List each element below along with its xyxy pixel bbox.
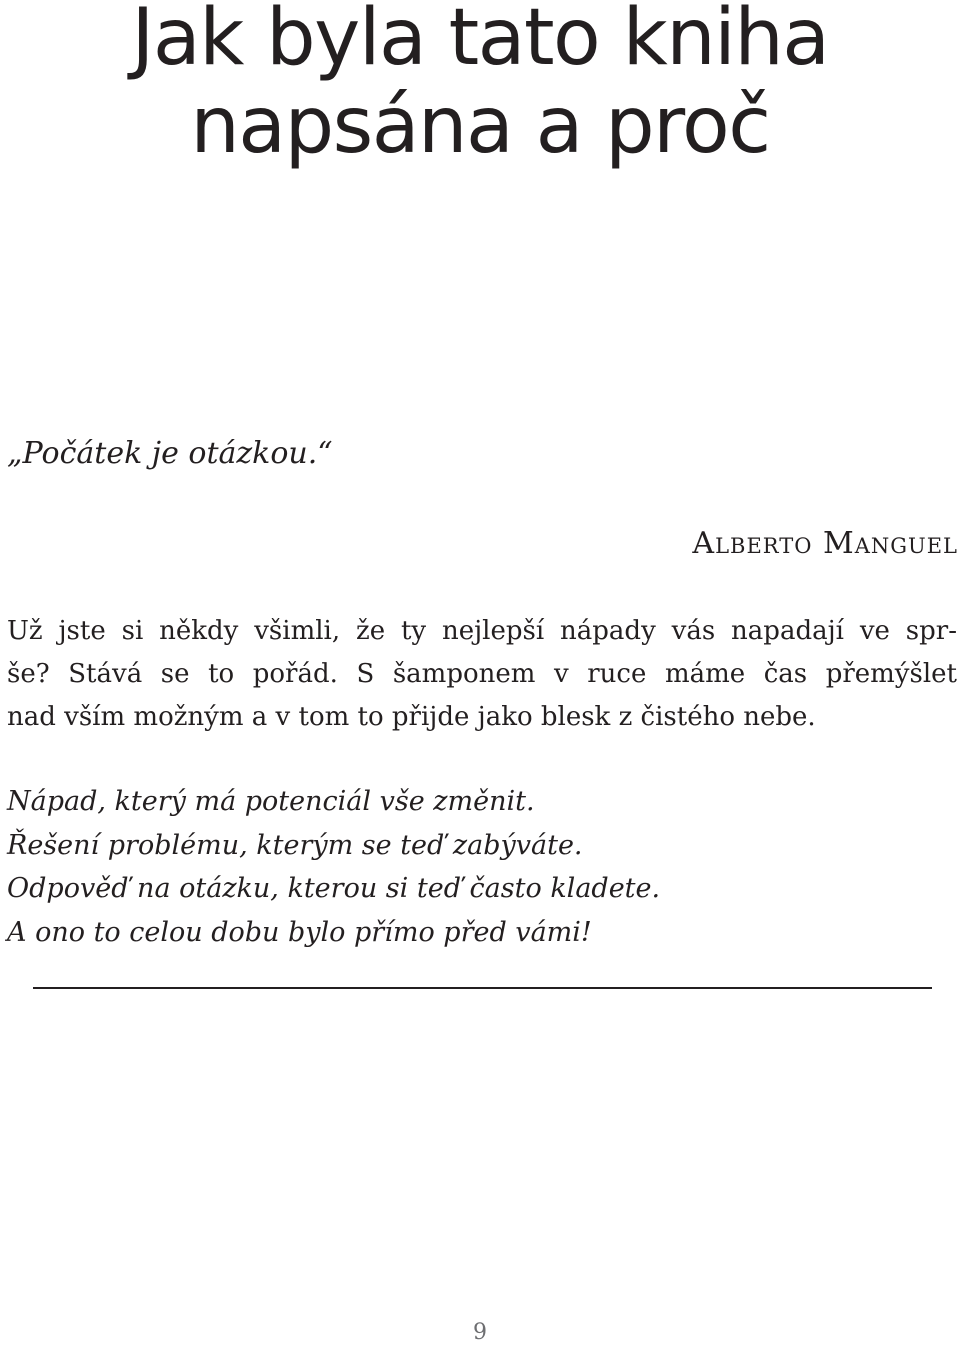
epigraph-quote: „Počátek je otázkou.“ [7, 436, 333, 471]
chapter-title-line-2: napsána a proč [190, 81, 770, 171]
paragraph-line: še? Stává se to pořád. S šamponem v ruce máme čas přemýšlet [7, 659, 957, 689]
chapter-title-line-1: Jak byla tato kniha [131, 0, 829, 83]
chapter-title [0, 0, 960, 170]
epigraph-author: Alberto Manguel [692, 526, 958, 561]
italic-statements [7, 780, 660, 954]
horizontal-rule [33, 987, 932, 989]
body-paragraph [7, 610, 957, 739]
page-number: 9 [473, 1320, 487, 1345]
paragraph-line: nad vším možným a v tom to přijde jako blesk z čistého nebe. [7, 702, 816, 732]
italic-line: Řešení problému, kterým se teď zabýváte. [7, 829, 583, 861]
italic-line: Nápad, který má potenciál vše změnit. [7, 786, 535, 817]
italic-line: Odpověď na otázku, kterou si teď často kladete. [7, 873, 661, 904]
paragraph-line: Už jste si někdy všimli, že ty nejlepší nápady vás napadají ve spr- [7, 616, 957, 646]
italic-line: A ono to celou dobu bylo přímo před vámi! [7, 916, 592, 948]
